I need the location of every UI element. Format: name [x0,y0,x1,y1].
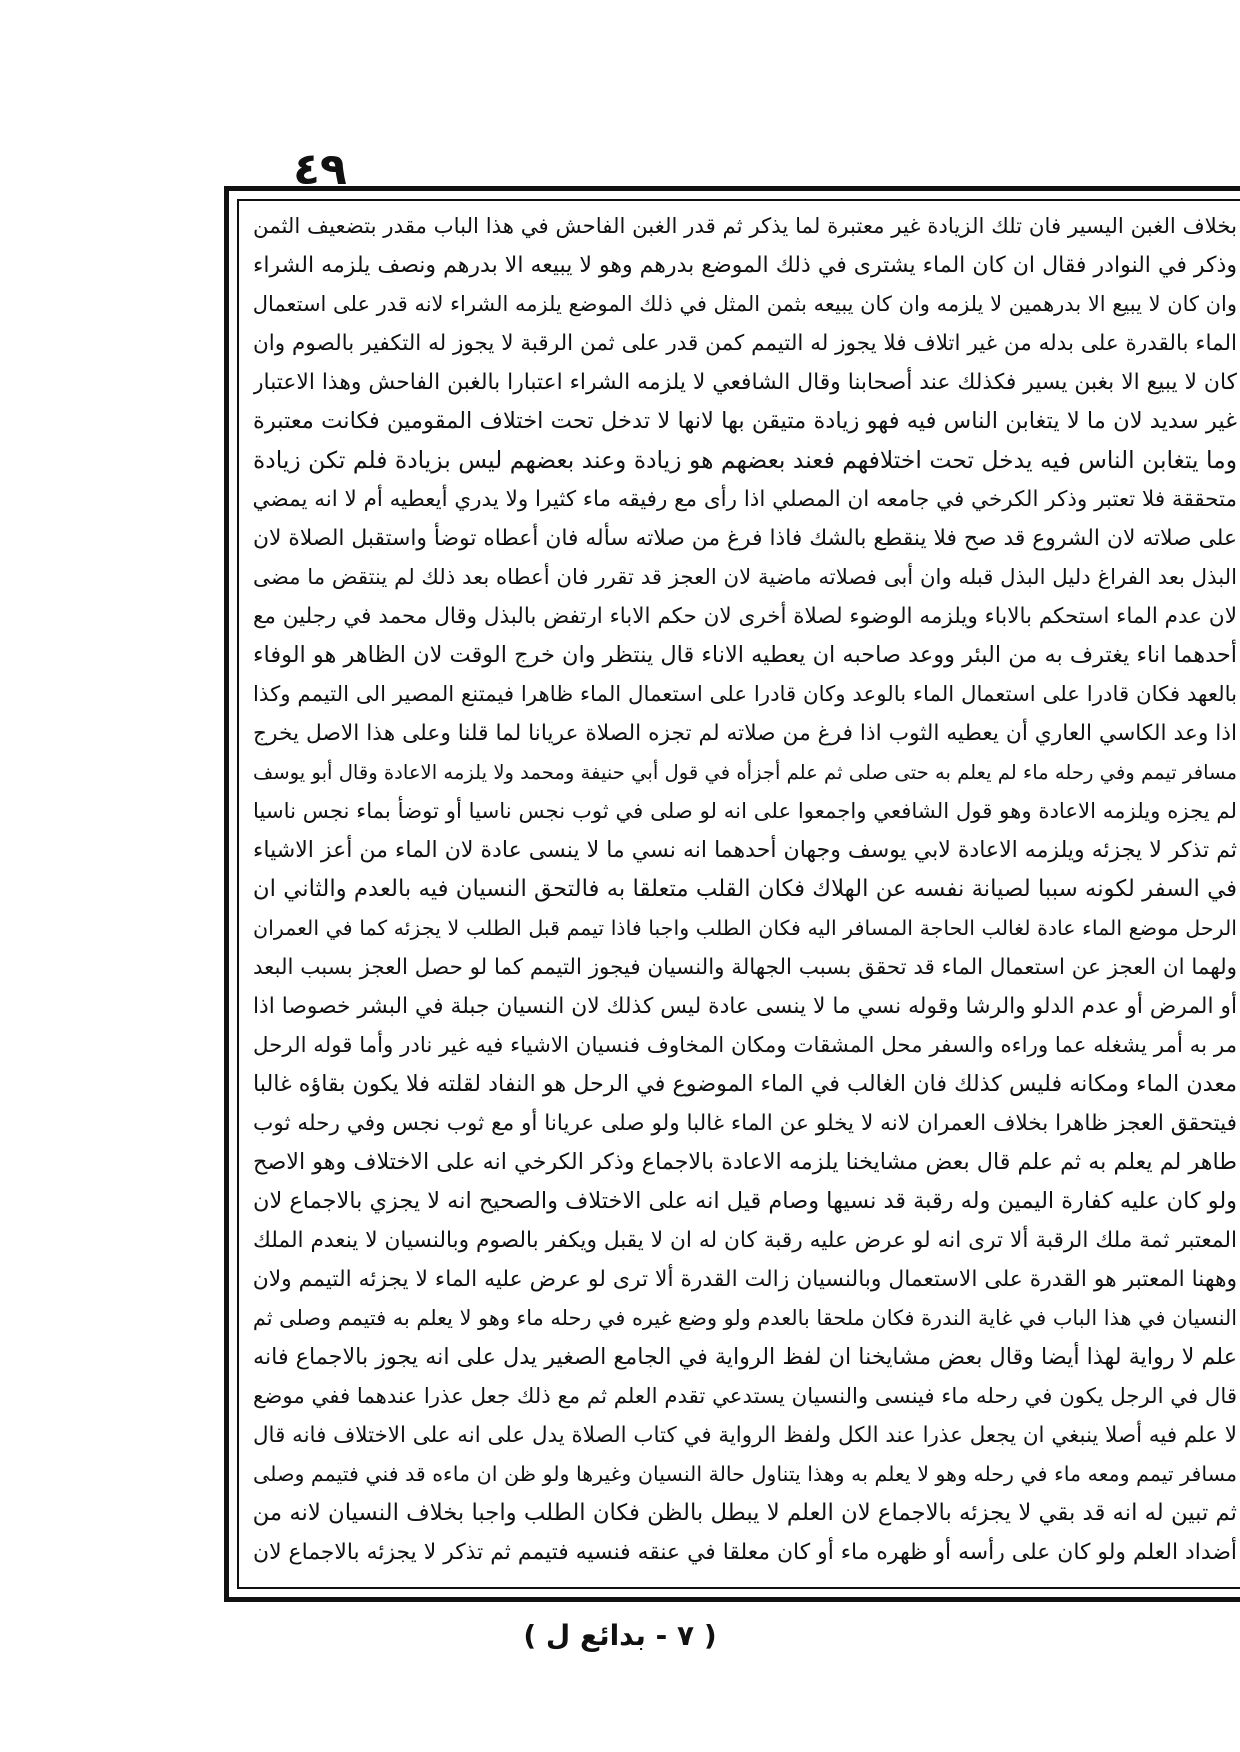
text-line: طاهر لم يعلم به ثم علم قال بعض مشايخنا يلزمه الاعادة بالاجماع وذكر الكرخي انه على الاختلاف وهو الاصح [253,1149,1237,1175]
text-line: النسيان في هذا الباب في غاية الندرة فكان ملحقا بالعدم ولو وضع غيره في رحله ماء وهو لا يعلم به فتيمم وصلى ثم [253,1306,1237,1330]
text-line: متحققة فلا تعتبر وذكر الكرخي في جامعه ان المصلي اذا رأى مع رفيقه ماء كثيرا ولا يدري أيعطيه أم لا انه يمضي [253,487,1237,512]
text-line: غير سديد لان ما لا يتغابن الناس فيه فهو زيادة متيقن بها لانها لا تدخل تحت اختلاف المقومين فكانت معتبرة [253,408,1237,434]
text-line: بخلاف الغبن اليسير فان تلك الزيادة غير معتبرة لما يذكر ثم قدر الغبن الفاحش في هذا الباب مقدر بتضعيف الثمن [253,214,1237,239]
text-line: وههنا المعتبر هو القدرة على الاستعمال وبالنسيان زالت القدرة ألا ترى لو عرض عليه الماء لا يجزئه التيمم ولان [253,1267,1237,1292]
text-line: وذكر في النوادر فقال ان كان الماء يشترى في ذلك الموضع بدرهم وهو لا يبيعه الا بدرهم ونصف يلزمه الشراء [253,253,1237,278]
text-line: على صلاته لان الشروع قد صح فلا ينقطع بالشك فاذا فرغ من صلاته سأله فان أعطاه توضأ واستقبل الصلاة لان [253,526,1237,551]
text-line: ولهما ان العجز عن استعمال الماء قد تحقق بسبب الجهالة والنسيان فيجوز التيمم كما لو حصل العجز بسبب البعد [253,955,1237,980]
text-line: معدن الماء ومكانه فليس كذلك فان الغالب في الماء الموضوع في الرحل هو النفاد لقلته فلا يكون بقاؤه غالبا [253,1071,1237,1097]
text-line: قال في الرجل يكون في رحله ماء فينسى والنسيان يستدعي تقدم العلم ثم مع ذلك جعل عذرا عندهما ففي موضع [253,1384,1237,1409]
text-line: اذا وعد الكاسي العاري أن يعطيه الثوب اذا فرغ من صلاته لم تجزه الصلاة عريانا لما قلنا وعلى هذا الاصل يخرج [253,721,1237,746]
body-text [253,207,1237,1572]
text-line: بالعهد فكان قادرا على استعمال الماء بالوعد وكان قادرا على استعمال الماء ظاهرا فيمتنع المصير الى التيمم وكذا [253,682,1237,707]
page-border-inner [237,199,1240,1589]
page-border-outer [224,186,1240,1602]
text-line: في السفر لكونه سببا لصيانة نفسه عن الهلاك فكان القلب متعلقا به فالتحق النسيان فيه بالعدم والثاني ان [253,876,1237,902]
text-line: مر به أمر يشغله عما وراءه والسفر محل المشقات ومكان المخاوف فنسيان الاشياء فيه غير نادر وأما قوله الرحل [253,1033,1237,1058]
text-line: ثم تبين له انه قد بقي لا يجزئه بالاجماع لان العلم لا يبطل بالظن فكان الطلب واجبا بخلاف النسيان لانه من [253,1500,1237,1526]
text-line: البذل بعد الفراغ دليل البذل قبله وان أبى فصلاته ماضية لان العجز قد تقرر فان أعطاه بعد ذلك لم ينتقض ما مضى [253,565,1237,590]
text-line: وان كان لا يبيع الا بدرهمين لا يلزمه وان كان يبيعه بثمن المثل في ذلك الموضع يلزمه الشراء لانه قدر على استعمال [253,292,1237,316]
text-line: لا علم فيه أصلا ينبغي ان يجعل عذرا عند الكل ولفظ الرواية في كتاب الصلاة يدل على انه على الاختلاف فانه قال [253,1423,1237,1448]
text-line: علم لا رواية لهذا أيضا وقال بعض مشايخنا ان لفظ الرواية في الجامع الصغير يدل على انه يجوز بالاجماع فانه [253,1344,1237,1370]
text-line: وما يتغابن الناس فيه يدخل تحت اختلافهم فعند بعضهم هو زيادة وعند بعضهم ليس بزيادة فلم تكن زيادة [253,446,1237,474]
text-line: لم يجزه ويلزمه الاعادة وهو قول الشافعي واجمعوا على انه لو صلى في ثوب نجس ناسيا أو توضأ بماء نجس ناسيا [253,799,1237,824]
text-line: الماء بالقدرة على بدله من غير اتلاف فلا يجوز له التيمم كمن قدر على ثمن الرقبة لا يجوز له التكفير بالصوم وان [253,331,1237,356]
text-line: مسافر تيمم وفي رحله ماء لم يعلم به حتى صلى ثم علم أجزأه في قول أبي حنيفة ومحمد ولا يلزمه الاعادة وقال أبو يوسف [253,761,1237,784]
text-line: المعتبر ثمة ملك الرقبة ألا ترى انه لو عرض عليه رقبة كان له ان لا يقبل ويكفر بالصوم وبالنسيان لا ينعدم الملك [253,1228,1237,1253]
text-line: ثم تذكر لا يجزئه ويلزمه الاعادة لابي يوسف وجهان أحدهما انه نسي ما لا ينسى عادة لان الماء من أعز الاشياء [253,838,1237,863]
text-line: أحدهما اناء يغترف به من البئر ووعد صاحبه ان يعطيه الاناء قال ينتظر وان خرج الوقت لان الظاهر هو الوفاء [253,642,1237,668]
printer-signature: ( ٧ - بدائع ل ) [523,1619,717,1652]
text-line: كان لا يبيع الا بغبن يسير فكذلك عند أصحابنا وقال الشافعي لا يلزمه الشراء اعتبارا بالغبن الفاحش وهذا الاعتبار [253,370,1237,395]
text-line: الرحل موضع الماء عادة لغالب الحاجة المسافر اليه فكان الطلب واجبا فاذا تيمم قبل الطلب لا يجزئه كما في العمران [253,916,1237,940]
text-line: أضداد العلم ولو كان على رأسه أو ظهره ماء أو كان معلقا في عنقه فنسيه فتيمم ثم تذكر لا يجزئه بالاجماع لان [253,1540,1237,1565]
text-line: فيتحقق العجز ظاهرا بخلاف العمران لانه لا يخلو عن الماء غالبا ولو صلى عريانا أو مع ثوب نجس وفي رحله ثوب [253,1111,1237,1136]
page-number: ٤٩ [293,144,347,195]
text-line: لان عدم الماء استحكم بالاباء ويلزمه الوضوء لصلاة أخرى لان حكم الاباء ارتفض بالبذل وقال محمد في رجلين مع [253,604,1237,629]
text-line: مسافر تيمم ومعه ماء في رحله وهو لا يعلم به وهذا يتناول حالة النسيان وغيرها ولو ظن ان ماءه قد فني فتيمم وصلى [253,1462,1237,1486]
text-line: ولو كان عليه كفارة اليمين وله رقبة قد نسيها وصام قيل انه على الاختلاف والصحيح انه لا يجزي بالاجماع لان [253,1188,1237,1214]
text-line: أو المرض أو عدم الدلو والرشا وقوله نسي ما لا ينسى عادة ليس كذلك لان النسيان جبلة في البشر خصوصا اذا [253,994,1237,1019]
